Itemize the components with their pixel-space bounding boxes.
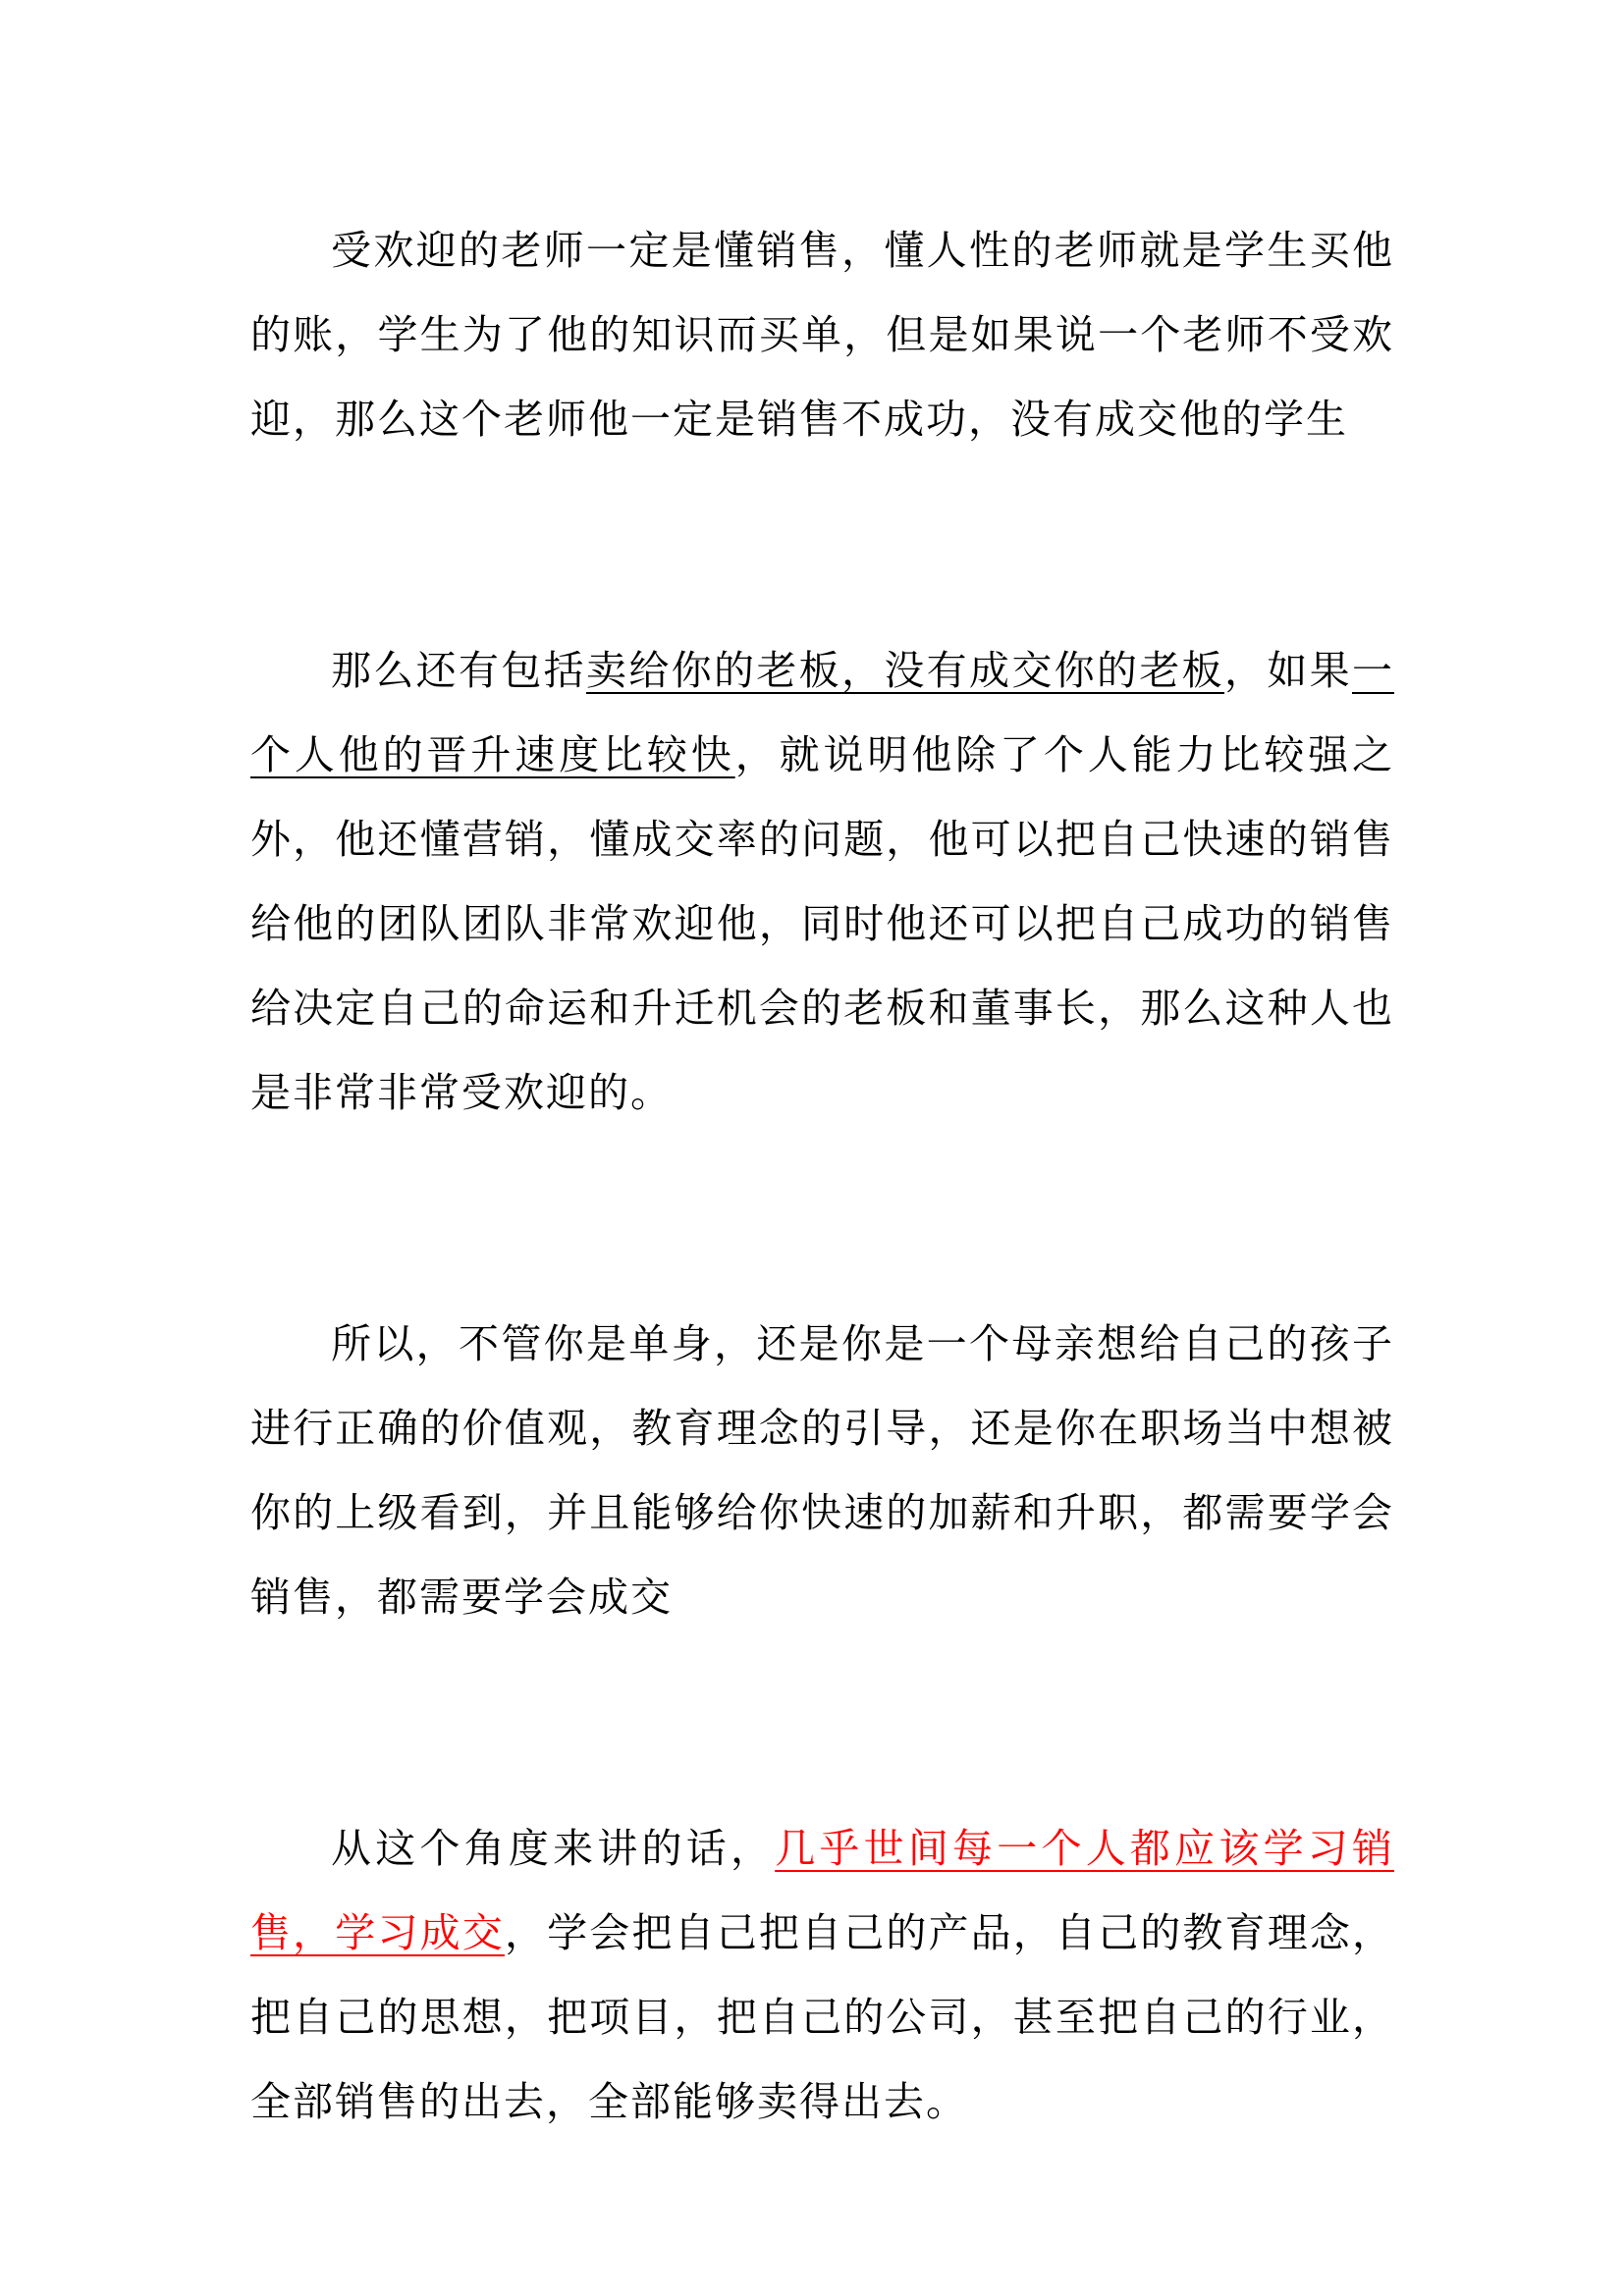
paragraph-everyone-needs xyxy=(250,1302,1394,1639)
paragraph-boss xyxy=(250,628,1394,1135)
document-body xyxy=(250,208,1394,2144)
paragraph-conclusion xyxy=(250,1806,1394,2144)
highlighted-phrase: 几乎世间每一个人都应该学习销售，学习成交 xyxy=(250,1825,1395,1956)
paragraph-conclusion-text-2: ，学会把自己把自己的产品，自己的教育理念，把自己的思想，把项目，把自己的公司，甚至把自己的行业，全部销售的出去，全部能够卖得出去。 xyxy=(250,1909,1395,2125)
paragraph-everyone-needs-text: 所以，不管你是单身，还是你是一个母亲想给自己的孩子进行正确的价值观，教育理念的引导，还是你在职场当中想被你的上级看到，并且能够给你快速的加薪和升职，都需要学会销售，都需要学会成交 xyxy=(250,1320,1394,1621)
paragraph-conclusion-text-1: 从这个角度来讲的话， xyxy=(331,1825,776,1872)
paragraph-teacher xyxy=(250,208,1394,461)
paragraph-boss-text-2: ，如果 xyxy=(1224,647,1352,694)
underlined-phrase-sell-to-boss: 卖给你的老板，没有成交你的老板 xyxy=(586,647,1224,694)
paragraph-teacher-text: 受欢迎的老师一定是懂销售，懂人性的老师就是学生买他的账，学生为了他的知识而买单，但是如果说一个老师不受欢迎，那么这个老师他一定是销售不成功，没有成交他的学生 xyxy=(250,227,1394,443)
underlined-phrase-promotion: 一个人他的晋升速度比较快 xyxy=(250,647,1394,778)
paragraph-boss-text-1: 那么还有包括 xyxy=(331,647,586,694)
paragraph-boss-text-3: ，就说明他除了个人能力比较强之外，他还懂营销，懂成交率的问题，他可以把自己快速的销售给他的团队团队非常欢迎他，同时他还可以把自己成功的销售给决定自己的命运和升迁机会的老板和董事长，那么这种人也是非常非常受欢迎的。 xyxy=(250,731,1395,1116)
